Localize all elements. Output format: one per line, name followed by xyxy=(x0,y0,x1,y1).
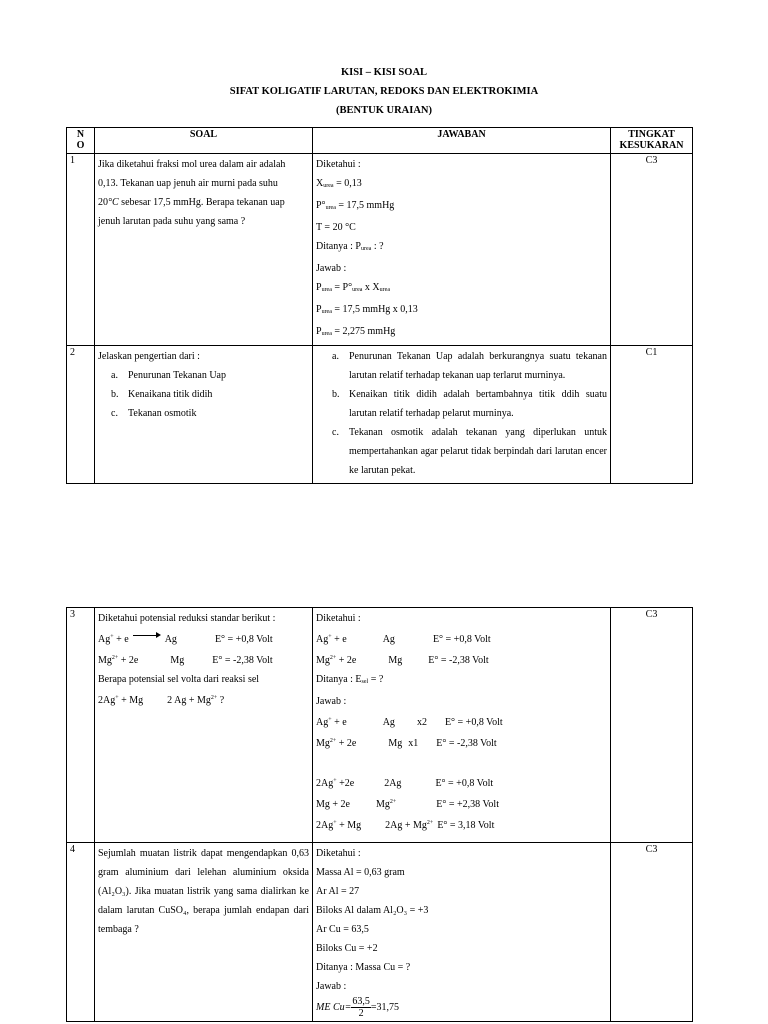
doc-subtitle: SIFAT KOLIGATIF LARUTAN, REDOKS DAN ELEKTROKIMIA xyxy=(229,86,539,97)
doc-title: KISI – KISI SOAL xyxy=(340,67,428,78)
question-cell: Jika diketahui fraksi mol urea dalam air adalah 0,13. Tekanan uap jenuh air murni pada suhu 20°C sebesar 17,5 mmHg. Berapa tekanan uap jenuh larutan pada suhu yang sama ? xyxy=(95,154,313,346)
col-jawaban: JAWABAN xyxy=(313,128,611,154)
kisi-table-part1 xyxy=(66,127,693,484)
answer-cell: a. Penurunan Tekanan Uap adalah berkurangnya suatu tekanan larutan relatif terhadap tekanan uap terlarut murninya. b. Kenaikan titik didih adalah bertambahnya titik ddih suatu larutan relatif terhadap pelarut murninya. c. Tekanan osmotik adalah tekanan yang diperlukan untuk mempertahankan agar pelarut tidak berpindah dari larutan encer ke larutan pekat. xyxy=(313,346,611,484)
table-row xyxy=(67,154,693,346)
kisi-table-part2 xyxy=(66,607,693,1022)
table-row xyxy=(67,608,693,843)
difficulty-level: C1 xyxy=(611,346,693,484)
col-tingkat: TINGKAT KESUKARAN xyxy=(611,128,693,154)
difficulty-level: C3 xyxy=(611,843,693,1022)
difficulty-level: C3 xyxy=(611,608,693,843)
row-number: 3 xyxy=(67,608,95,843)
table-row xyxy=(67,346,693,484)
doc-form-type: (BENTUK URAIAN) xyxy=(336,105,432,116)
answer-cell: Diketahui : Xurea = 0,13 P°urea = 17,5 mmHg T = 20 °C Ditanya : Purea : ? Jawab : Purea = P°urea x Xurea Purea = 17,5 mmHg x 0,13 Purea = 2,275 mmHg xyxy=(313,154,611,346)
difficulty-level: C3 xyxy=(611,154,693,346)
row-number: 4 xyxy=(67,843,95,1022)
row-number: 2 xyxy=(67,346,95,484)
row-number: 1 xyxy=(67,154,95,346)
table-header-row xyxy=(67,128,693,154)
table-row xyxy=(67,843,693,1022)
col-soal: SOAL xyxy=(95,128,313,154)
answer-cell: Diketahui : Massa Al = 0,63 gram Ar Al = 27 Biloks Al dalam Al₂O₃ = +3 Ar Cu = 63,5 Biloks Cu = +2 Ditanya : Massa Cu = ? Jawab : ME Cu= $\frac{63,5}{2}$ =31,75 xyxy=(313,843,611,1022)
answer-cell: Diketahui : Ag+ + e Ag E° = +0,8 Volt $Mg^{2+} + 2e$ Mg E° = -2,38 Volt Ditanya : Esel = ? Jawab : Ag+ + e Ag x2 E° = +0,8 Volt $Mg^{2+} + 2e$ Mg x1 E° = -2,38 Volt 2Ag+ +2e 2Ag E° = +0,8 Volt Mg + 2e $Mg^{2+}$ E° = +2,38 Volt 2Ag+ + Mg $2Ag + Mg^{2+}$ E° = 3,18 Volt xyxy=(313,608,611,843)
fraction: $\frac{63,5}{2}$ xyxy=(352,996,370,1020)
reaction-arrow-icon xyxy=(133,635,161,645)
col-no: N O xyxy=(67,128,95,154)
question-cell: Sejumlah muatan listrik dapat mengendapkan 0,63 gram aluminium dari lelehan aluminium oksida (Al₂O₃). Jika muatan listrik yang sama dialirkan ke dalam larutan CuSO₄, berapa jumlah endapan dari tembaga ? xyxy=(95,843,313,1022)
question-cell: Diketahui potensial reduksi standar berikut : Ag+ + e Ag E° = +0,8 Volt $Mg^{2+} + 2e$ Mg E° = -2,38 Volt Berapa potensial sel volta dari reaksi sel 2Ag+ + Mg 2 $Ag + Mg^{2+}$ ? xyxy=(95,608,313,843)
question-cell: Jelaskan pengertian dari : a. Penurunan Tekanan Uap b. Kenaikana titik didih c. Tekanan osmotik xyxy=(95,346,313,484)
